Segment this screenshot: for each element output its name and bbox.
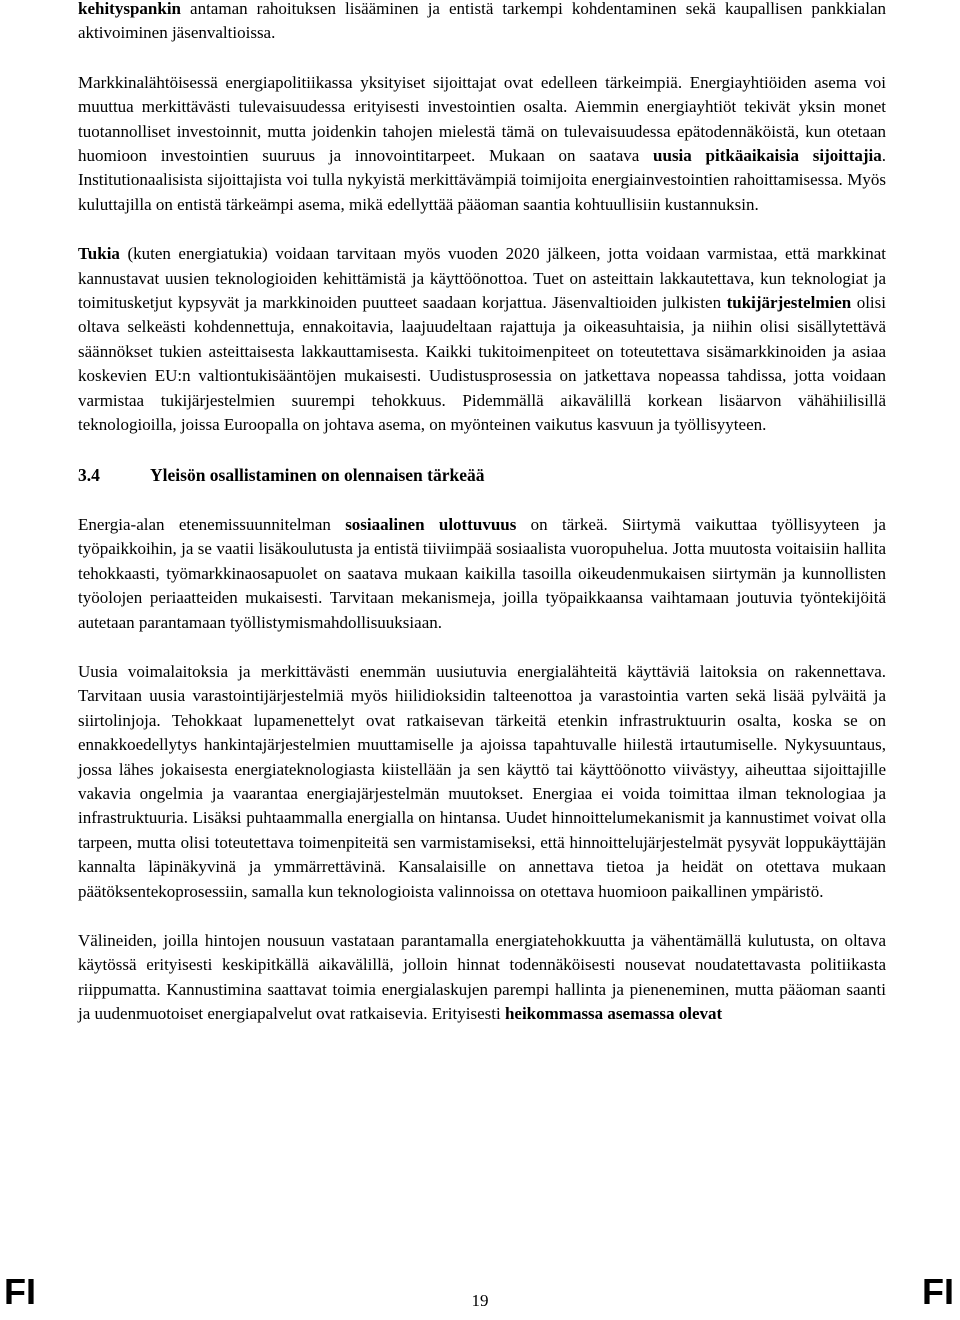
paragraph-4 [78, 513, 886, 635]
paragraph-5 [78, 660, 886, 904]
bold-term: tukijärjestelmien [726, 293, 852, 313]
text-run: Välineiden, joilla hintojen nousuun vastataan parantamalla energiatehokkuutta ja vähentämällä kulutusta, on oltava käytössä erityisesti keskipitkällä aikavälillä, jolloin hinnat todennäköisesti nousevat noudatettavasta politiikasta riippumatta. Kannustimina saattavat toimia energialaskujen parempi hallinta ja pieneneminen, mutta pääoman saanti ja uudenmuotoiset energiapalvelut ovat ratkaisevia. Erityisesti [78, 931, 886, 1024]
section-number: 3.4 [78, 464, 100, 485]
section-title: Yleisön osallistaminen on olennaisen tärkeää [150, 464, 485, 485]
text-run: antaman rahoituksen lisääminen ja entistä tarkempi kohdentaminen sekä kaupallisen pankkialan aktivoiminen jäsenvaltioissa. [78, 0, 886, 43]
footer-language-code-left: FI [4, 1271, 36, 1312]
bold-term: uusia pitkäaikaisia sijoittajia [653, 146, 882, 166]
paragraph-1 [78, 0, 886, 46]
bold-term: kehityspankin [78, 0, 181, 18]
section-heading [78, 463, 886, 487]
text-run: on tärkeä. Siirtymä vaikuttaa työllisyyteen ja työpaikkoihin, ja se vaatii lisäkoulutusta ja entistä tiiviimpää sosiaalista vuoropuhelua. Jotta muutosta voitaisiin hallita tehokkaasti, työmarkkinaosapuolet on saatava mukaan kaikilla tasoilla oikeudenmukaisen siirtymän ja kunnollisten työolojen periaatteiden mukaisesti. Tarvitaan mekanismeja, joilla työpaikkaansa vaihtamaan joutuvia työntekijöitä autetaan parantamaan työllistymismahdollisuuksiaan. [78, 514, 886, 632]
text-run: olisi oltava selkeästi kohdennettuja, ennakoitavia, laajuudeltaan rajattuja ja oikeasuhtaisia, ja niihin olisi sisällytettävä säännökset tukien asteittaisesta lakkauttamisesta. Kaikki tukitoimenpiteet on toteutettava sisämarkkinoiden ja asiaa koskevien EU:n valtiontukisääntöjen mukaisesti. Uudistusprosessia on jatkettava nopeassa tahdissa, jotta voidaan varmistaa tukijärjestelmien suurempi tehokkuus. Pidemmällä aikavälillä korkean lisäarvon vähähiilisillä teknologioilla, joissa Euroopalla on johtava asema, on myönteinen vaikutus kasvuun ja työllisyyteen. [78, 293, 886, 435]
document-body [78, 0, 886, 1027]
bold-term: sosiaalinen ulottuvuus [345, 514, 517, 534]
paragraph-6 [78, 929, 886, 1027]
page-number: 19 [471, 1291, 489, 1310]
paragraph-2 [78, 71, 886, 217]
text-run: . Institutionaalisista sijoittajista voi tulla nykyistä merkittävämpiä toimijoita energiainvestointien rahoittamisessa. Myös kuluttajilla on entistä tärkeämpi asema, mikä edellyttää pääoman saantia kohtuullisiin kustannuksin. [78, 146, 886, 214]
paragraph-3 [78, 242, 886, 437]
bold-term: heikommassa asemassa olevat [504, 1004, 723, 1024]
text-run: (kuten energiatukia) voidaan tarvitaan myös vuoden 2020 jälkeen, jotta voidaan varmistaa, että markkinat kannustavat uusien teknologioiden kehittämistä ja käyttöönottoa. Tuet on asteittain lakkautettava, kun teknologiat ja toimitusketjut kypsyvät ja markkinoiden puutteet saadaan korjattua. Jäsenvaltioiden julkisten [78, 244, 886, 313]
bold-term: Tukia [78, 244, 120, 264]
text-run: Energia-alan etenemissuunnitelman [78, 514, 346, 534]
text-run: Uusia voimalaitoksia ja merkittävästi enemmän uusiutuvia energialähteitä käyttäviä laitoksia on rakennettava. Tarvitaan uusia varastointijärjestelmiä myös hiilidioksidin talteenottoa ja varastointia varten sekä lisää pylväitä ja siirtolinjoja. Tehokkaat lupamenettelyt ovat ratkaisevan tärkeitä etenkin infrastruktuurin osalta, koska se on ennakkoedellytys hankintajärjestelmien muuttamiselle ja ajoissa tapahtuvalle hiilestä irtautumiselle. Nykysuuntaus, jossa lähes jokaisesta energiateknologiasta kiistellään ja sen käyttö tai käyttöönotto viivästyy, aiheuttaa sijoittajille vakavia ongelmia ja vaarantaa energiajärjestelmän muutokset. Energiaa ei voida toimittaa ilman teknologiaa ja infrastruktuuria. Lisäksi puhtaammalla energialla on hintansa. Uudet hinnoittelumekanismit ja kannustimet voivat olla tarpeen, mutta olisi toteutettava toimenpiteitä sen varmistamiseksi, että hinnoittelujärjestelmät pysyvät loppukäyttäjän kannalta läpinäkyvinä ja ymmärrettävinä. Kansalaisille on annettava tietoa ja heidät on otettava mukaan päätöksentekoprosessiin, samalla kun teknologioista valinnoissa on otettava huomioon paikallinen ympäristö. [78, 661, 886, 901]
text-run: Markkinalähtöisessä energiapolitiikassa yksityiset sijoittajat ovat edelleen tärkeimpiä. Energiayhtiöiden asema voi muuttua merkittävästi tulevaisuudessa erityisesti investointien osalta. Aiemmin energiayhtiöt tekivät yksin monet tuotannolliset investoinnit, mutta joidenkin tahojen mielestä tämä on tulevaisuudessa epätodennäköistä, kun otetaan huomioon investointien suuruus ja innovointitarpeet. Mukaan on saatava [78, 72, 886, 166]
footer-language-code-right: FI [922, 1271, 954, 1312]
